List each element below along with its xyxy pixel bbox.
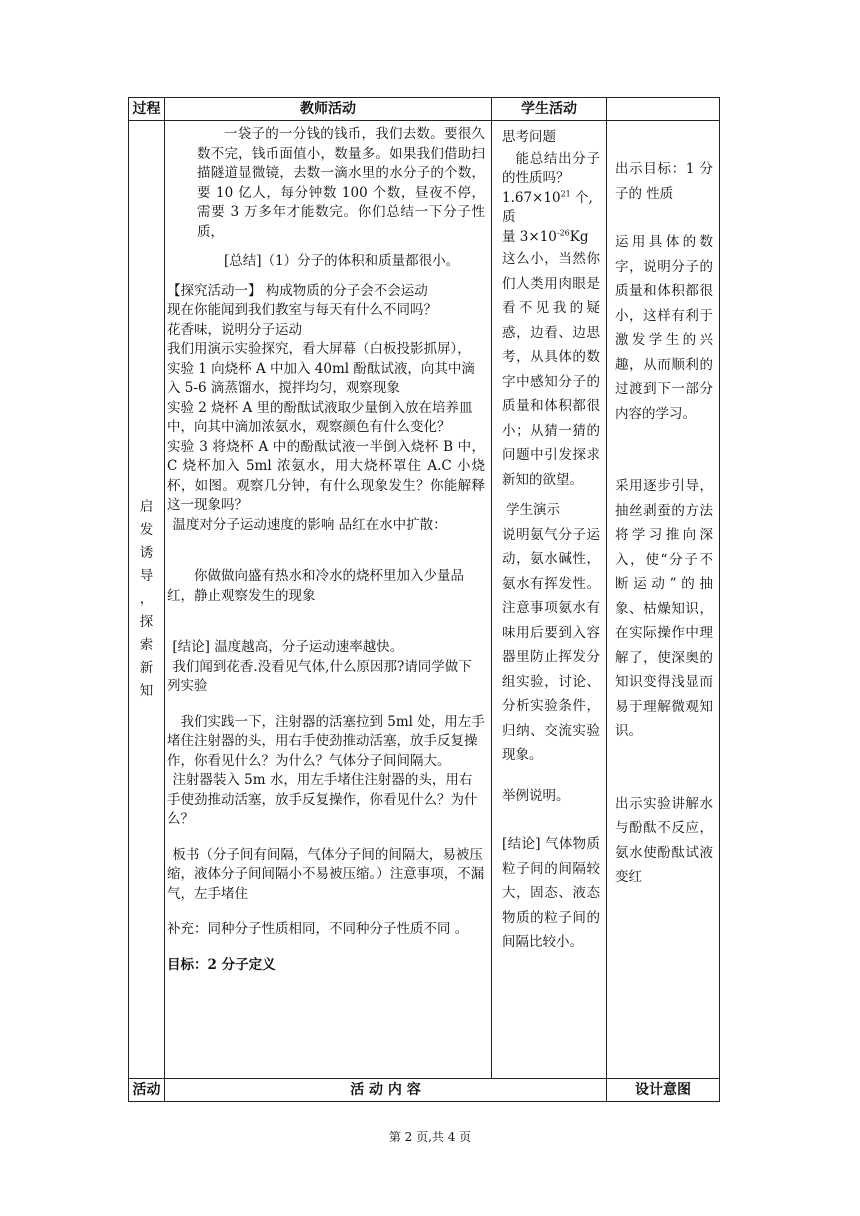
num2-head: 量 3×10 [502,228,557,245]
num2-tail: Kg [569,228,589,245]
student-think: 思考问题 [502,129,556,145]
teacher-flower-smell: 花香味，说明分子运动 [167,321,302,338]
teacher-activity-cell [165,121,492,1079]
student-example: 举例说明。 [502,787,570,804]
lesson-table [128,97,720,1102]
stage-char: 诱 [139,545,154,561]
student-question-2: 这么小，当然你们人类用肉眼是看不见我的疑惑，边看、边思考，从具体的数字中感知分子的质量和体积都很小；从猜一猜的问题中引发探求新知的欲望。 [502,251,600,488]
board-notes: 板书（分子间有间隔，气体分子间的间隔大，易被压缩，液体分子间间隔小不易被压缩。）注意事项，不漏气，左手堵住 [167,846,485,902]
explore-activity-1: 【探究活动一】 构成物质的分子会不会运动 [167,282,428,299]
stage-char: 发 [139,522,154,538]
pinhong-experiment: 你做做向盛有热水和冷水的烧杯里加入少量品红，静止观察发生的现象 [167,568,464,604]
supplement: 补充：同种分子性质相同，不同种分子性质不同 。 [167,921,469,937]
intent-numbers: 运用具体的数字，说明分子的质量和体积都很小，这样有利于激发学生的兴趣，从而顺利的过渡到下一部分内容的学习。 [615,234,713,422]
intent-experiment: 出示实验讲解水与酚酞不反应，氨水使酚酞试液变红 [615,795,713,885]
intent-guidance: 采用逐步引导，抽丝剥蚕的方法将学习推向深入，使“分子不断运动”的抽象、枯燥知识，在实际操作中理解了，使深奥的知识变得浅显而易于理解微观知识。 [615,478,713,739]
student-demo: 学生演示 [506,502,561,518]
student-question-1: 能总结出分子的性质吗？ [502,150,600,186]
student-number-1 [502,189,600,228]
intent-goal-1: 出示目标：1 分子的 性质 [615,161,713,202]
header-teacher-activity: 教师活动 [165,98,492,121]
student-activity-cell [492,121,607,1079]
table-header-row [129,98,720,121]
num1-exp: 21 [560,189,571,198]
student-conclusion: [结论] 气体物质粒子间的间隔较大，固态、液态物质的粒子间的间隔比较小。 [502,836,600,950]
stage-char: 导 [139,568,154,584]
stage-char: 探 [139,614,154,630]
header-student-activity: 学生活动 [492,98,607,121]
num1-base: 1.67×10 [502,189,561,206]
student-number-2 [502,228,600,248]
syringe-water: 注射器装入 5m 水，用左手堵住注射器的头，用右手使劲推动活塞，放手反复操作，你看见什么？为什么？ [167,772,478,827]
stage-char: 知 [139,683,154,699]
design-intent-cell [607,121,720,1079]
activity-row [129,1079,720,1102]
student-demo-text: 说明氨气分子运动，氨水碱性，氨水有挥发性。注意事项氨水有味用后要到入容器里防止挥发分组实验，讨论、分析实验条件，归纳、交流实验现象。 [502,526,600,763]
experiment-1: 实验 1 向烧杯 A 中加入 40ml 酚酞试液，向其中滴入 5-6 滴蒸馏水，搅拌均匀，观察现象 [167,360,475,396]
teacher-intro: 一袋子的一分钱的钱币，我们去数。要很久数不完，钱币面值小，数量多。如果我们借助扫描隧道显微镜，去数一滴水里的水分子的个数，要 10 亿人，每分钟数 100 个数，昼夜不停，需要 3 万多年才能数完。你们总结一下分子性质， [197,126,485,240]
temperature-effect: 温度对分子运动速度的影响 品红在水中扩散： [172,516,447,533]
stage-char: 新 [139,660,154,676]
activity-content-label: 活 动 内 容 [165,1079,607,1102]
page-footer: 第 2 页,共 4 页 [388,1130,472,1144]
content-row [129,121,720,1079]
header-process: 过程 [129,98,165,121]
num2-exp: -26 [556,228,570,237]
num1-tail: 个,质 [502,189,593,225]
stage-char: 索 [139,637,154,653]
design-intent-label: 设计意图 [607,1079,720,1102]
goal-2: 目标：2 分子定义 [167,956,276,973]
experiment-2: 实验 2 烧杯 A 里的酚酞试液取少量倒入放在培养皿中，向其中滴加浓氨水，观察颜色有什么变化？ [167,399,473,435]
smell-question: 我们闻到花香.没看见气体,什么原因那?请同学做下列实验 [167,658,472,694]
conclusion-temperature: [结论] 温度越高，分子运动速率越快。 [172,639,404,655]
teacher-question-smell: 现在你能闻到我们教室与每天有什么不同吗？ [167,302,437,318]
teacher-demo-intro: 我们用演示实验探究，看大屏幕（白板投影抓屏）， [167,341,471,357]
stage-label [129,121,165,1079]
stage-char: ， [139,591,154,607]
teacher-summary-1: [总结]（1）分子的体积和质量都很小。 [224,253,460,269]
experiment-3: 实验 3 将烧杯 A 中的酚酞试液一半倒入烧杯 B 中，C 烧杯加入 5ml 浓氨水，用大烧杯罩住 A.C 小烧杯，如图。观察几分钟，有什么现象发生？你能解释这一现象吗？ [167,438,485,513]
stage-char: 启 [139,499,154,515]
header-empty [607,98,720,121]
syringe-gas: 我们实践一下，注射器的活塞拉到 5ml 处，用左手堵住注射器的头，用右手使劲推动活塞，放手反复操作，你看见什么？为什么？气体分子间间隔大。 [167,713,485,769]
activity-label: 活动 [129,1079,165,1102]
